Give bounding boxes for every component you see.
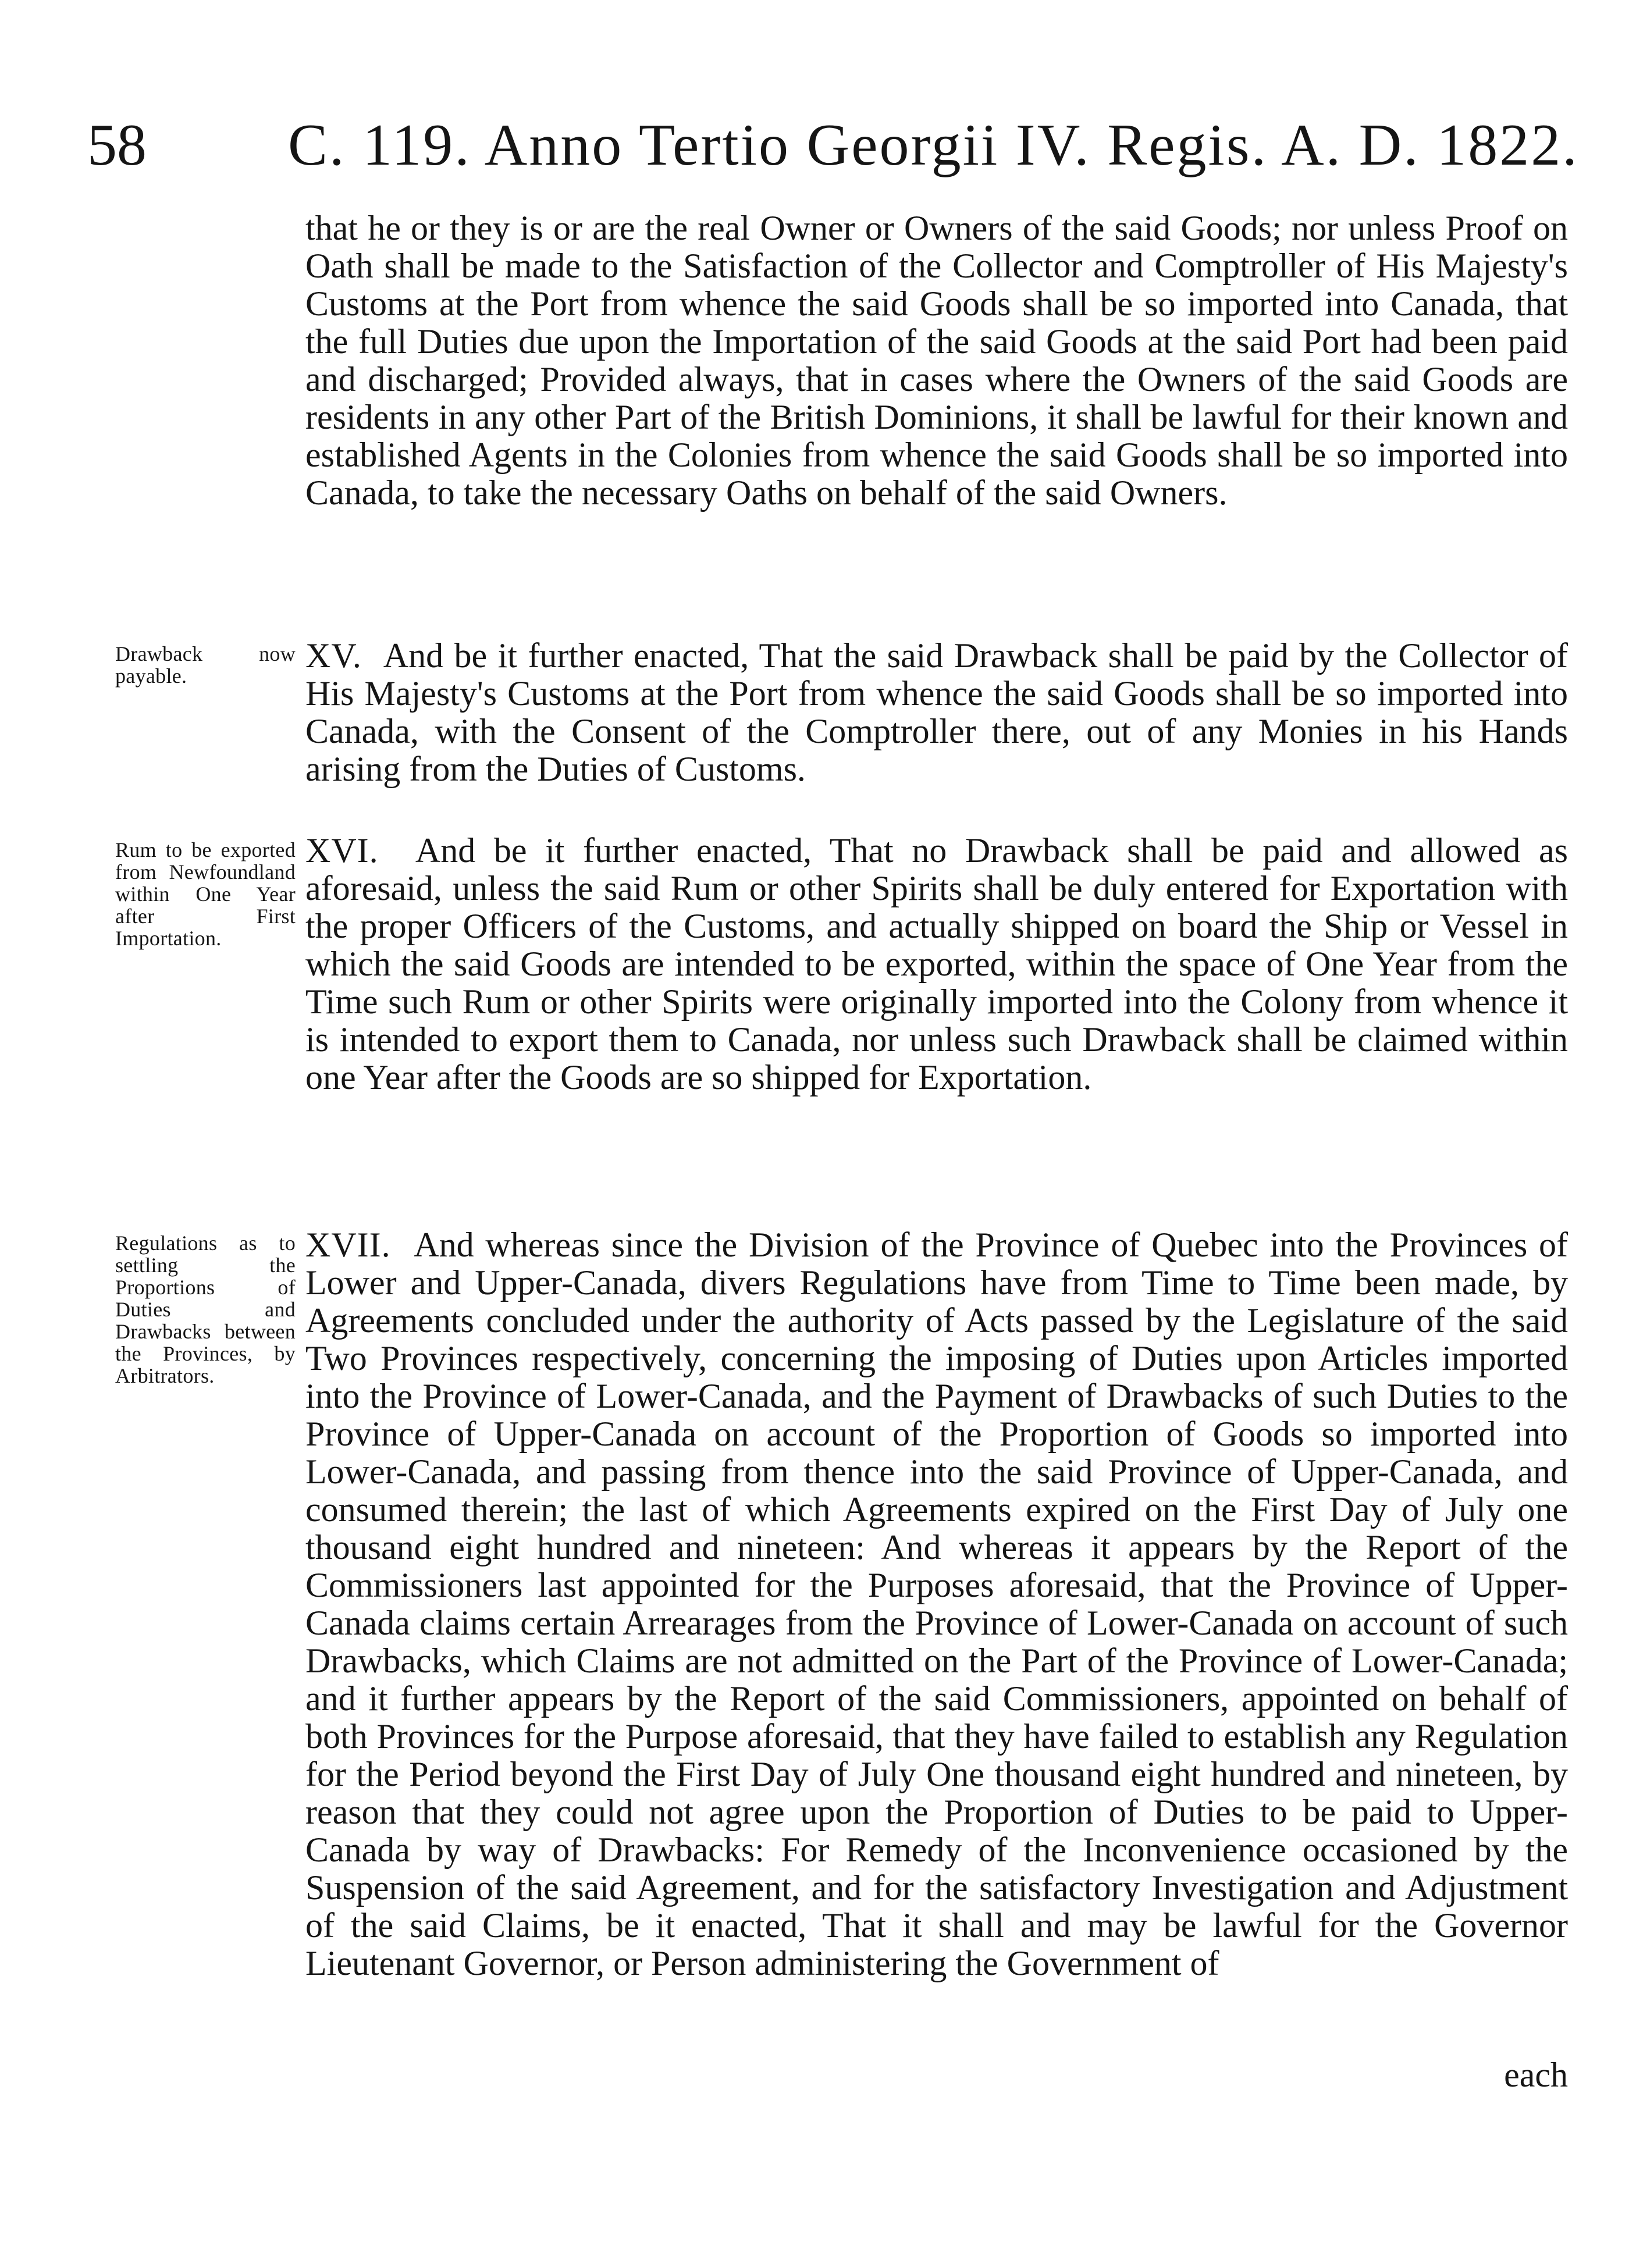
section-text: And be it further enacted, That no Drawback shall be paid and allowed as aforesaid, unless the said Rum or other Spirits shall be duly entered for Exportation with the proper Officers of the Customs, and actually shipped on board the Ship or Vessel in which the said Goods are intended to be exported, within the space of One Year from the Time such Rum or other Spirits were originally imported into the Colony from whence it is intended to export them to Canada, nor unless such Drawback shall be claimed within one Year after the Goods are so shipped for Exportation. <box>305 831 1569 1096</box>
section-number: XVII. <box>305 1226 391 1264</box>
page-header <box>87 105 1579 186</box>
margin-note-xv: Drawback now payable. <box>115 642 296 688</box>
section-number: XV. <box>305 636 362 675</box>
catchword: each <box>1504 2056 1568 2094</box>
section-text: And whereas since the Division of the Province of Quebec into the Provinces of Lower and Upper-Canada, divers Regulations have from Time to Time been made, by Agreements concluded under the authority of Acts passed by the Legislature of the said Two Provinces respectively, concerning the imposing of Duties upon Articles imported into the Province of Lower-Canada, and the Payment of Drawbacks of such Duties to the Province of Upper-Canada on account of the Proportion of Goods so imported into Lower-Canada, and passing from thence into the said Province of Upper-Canada, and consumed therein; the last of which Agreements expired on the First Day of July one thousand eight hundred and nineteen: And whereas it appears by the Report of the Commissioners last appointed for the Purposes aforesaid, that the Province of Upper-Canada claims certain Arrearages from the Province of Lower-Canada on account of such Drawbacks, which Claims are not admitted on the Part of the Province of Lower-Canada; and it further appears by the Report of the said Commissioners, appointed on behalf of both Provinces for the Purpose aforesaid, that they have failed to establish any Regulation for the Period beyond the First Day of July One thousand eight hundred and nineteen, by reason that they could not agree upon the Proportion of Duties to be paid to Upper-Canada by way of Drawbacks: For Remedy of the Inconvenience occasioned by the Suspension of the said Agreement, and for the satisfactory Investigation and Adjustment of the said Claims, be it enacted, That it shall and may be lawful for the Governor Lieutenant Governor, or Person administering the Government of <box>305 1226 1569 1982</box>
margin-note-xvi: Rum to be exported from Newfoundland within One Year after First Importation. <box>115 838 296 950</box>
margin-note-xvii: Regulations as to settling the Proportions of Duties and Drawbacks between the Provinces, by Arbitrators. <box>115 1231 296 1387</box>
section-text: And be it further enacted, That the said Drawback shall be paid by the Collector of His Majesty's Customs at the Port from whence the said Goods shall be so imported into Canada, with the Consent of the Comptroller there, out of any Monies in his Hands arising from the Duties of Customs. <box>305 636 1568 788</box>
page-number: 58 <box>87 112 147 178</box>
section-xvi <box>305 832 1568 1096</box>
section-xvii <box>305 1226 1568 1982</box>
continuation-paragraph: that he or they is or are the real Owner or Owners of the said Goods; nor unless Proof on Oath shall be made to the Satisfaction of the Collector and Comptroller of His Majesty's Customs at the Port from whence the said Goods shall be so imported into Canada, that the full Duties due upon the Importation of the said Goods at the said Port had been paid and discharged; Provided always, that in cases where the Owners of the said Goods are residents in any other Part of the British Dominions, it shall be lawful for their known and established Agents in the Colonies from whence the said Goods shall be so imported into Canada, to take the necessary Oaths on behalf of the said Owners. <box>305 209 1568 512</box>
running-head: C. 119. Anno Tertio Georgii IV. Regis. A. D. 1822. <box>288 112 1579 178</box>
section-number: XVI. <box>305 831 379 870</box>
section-xv <box>305 637 1568 788</box>
